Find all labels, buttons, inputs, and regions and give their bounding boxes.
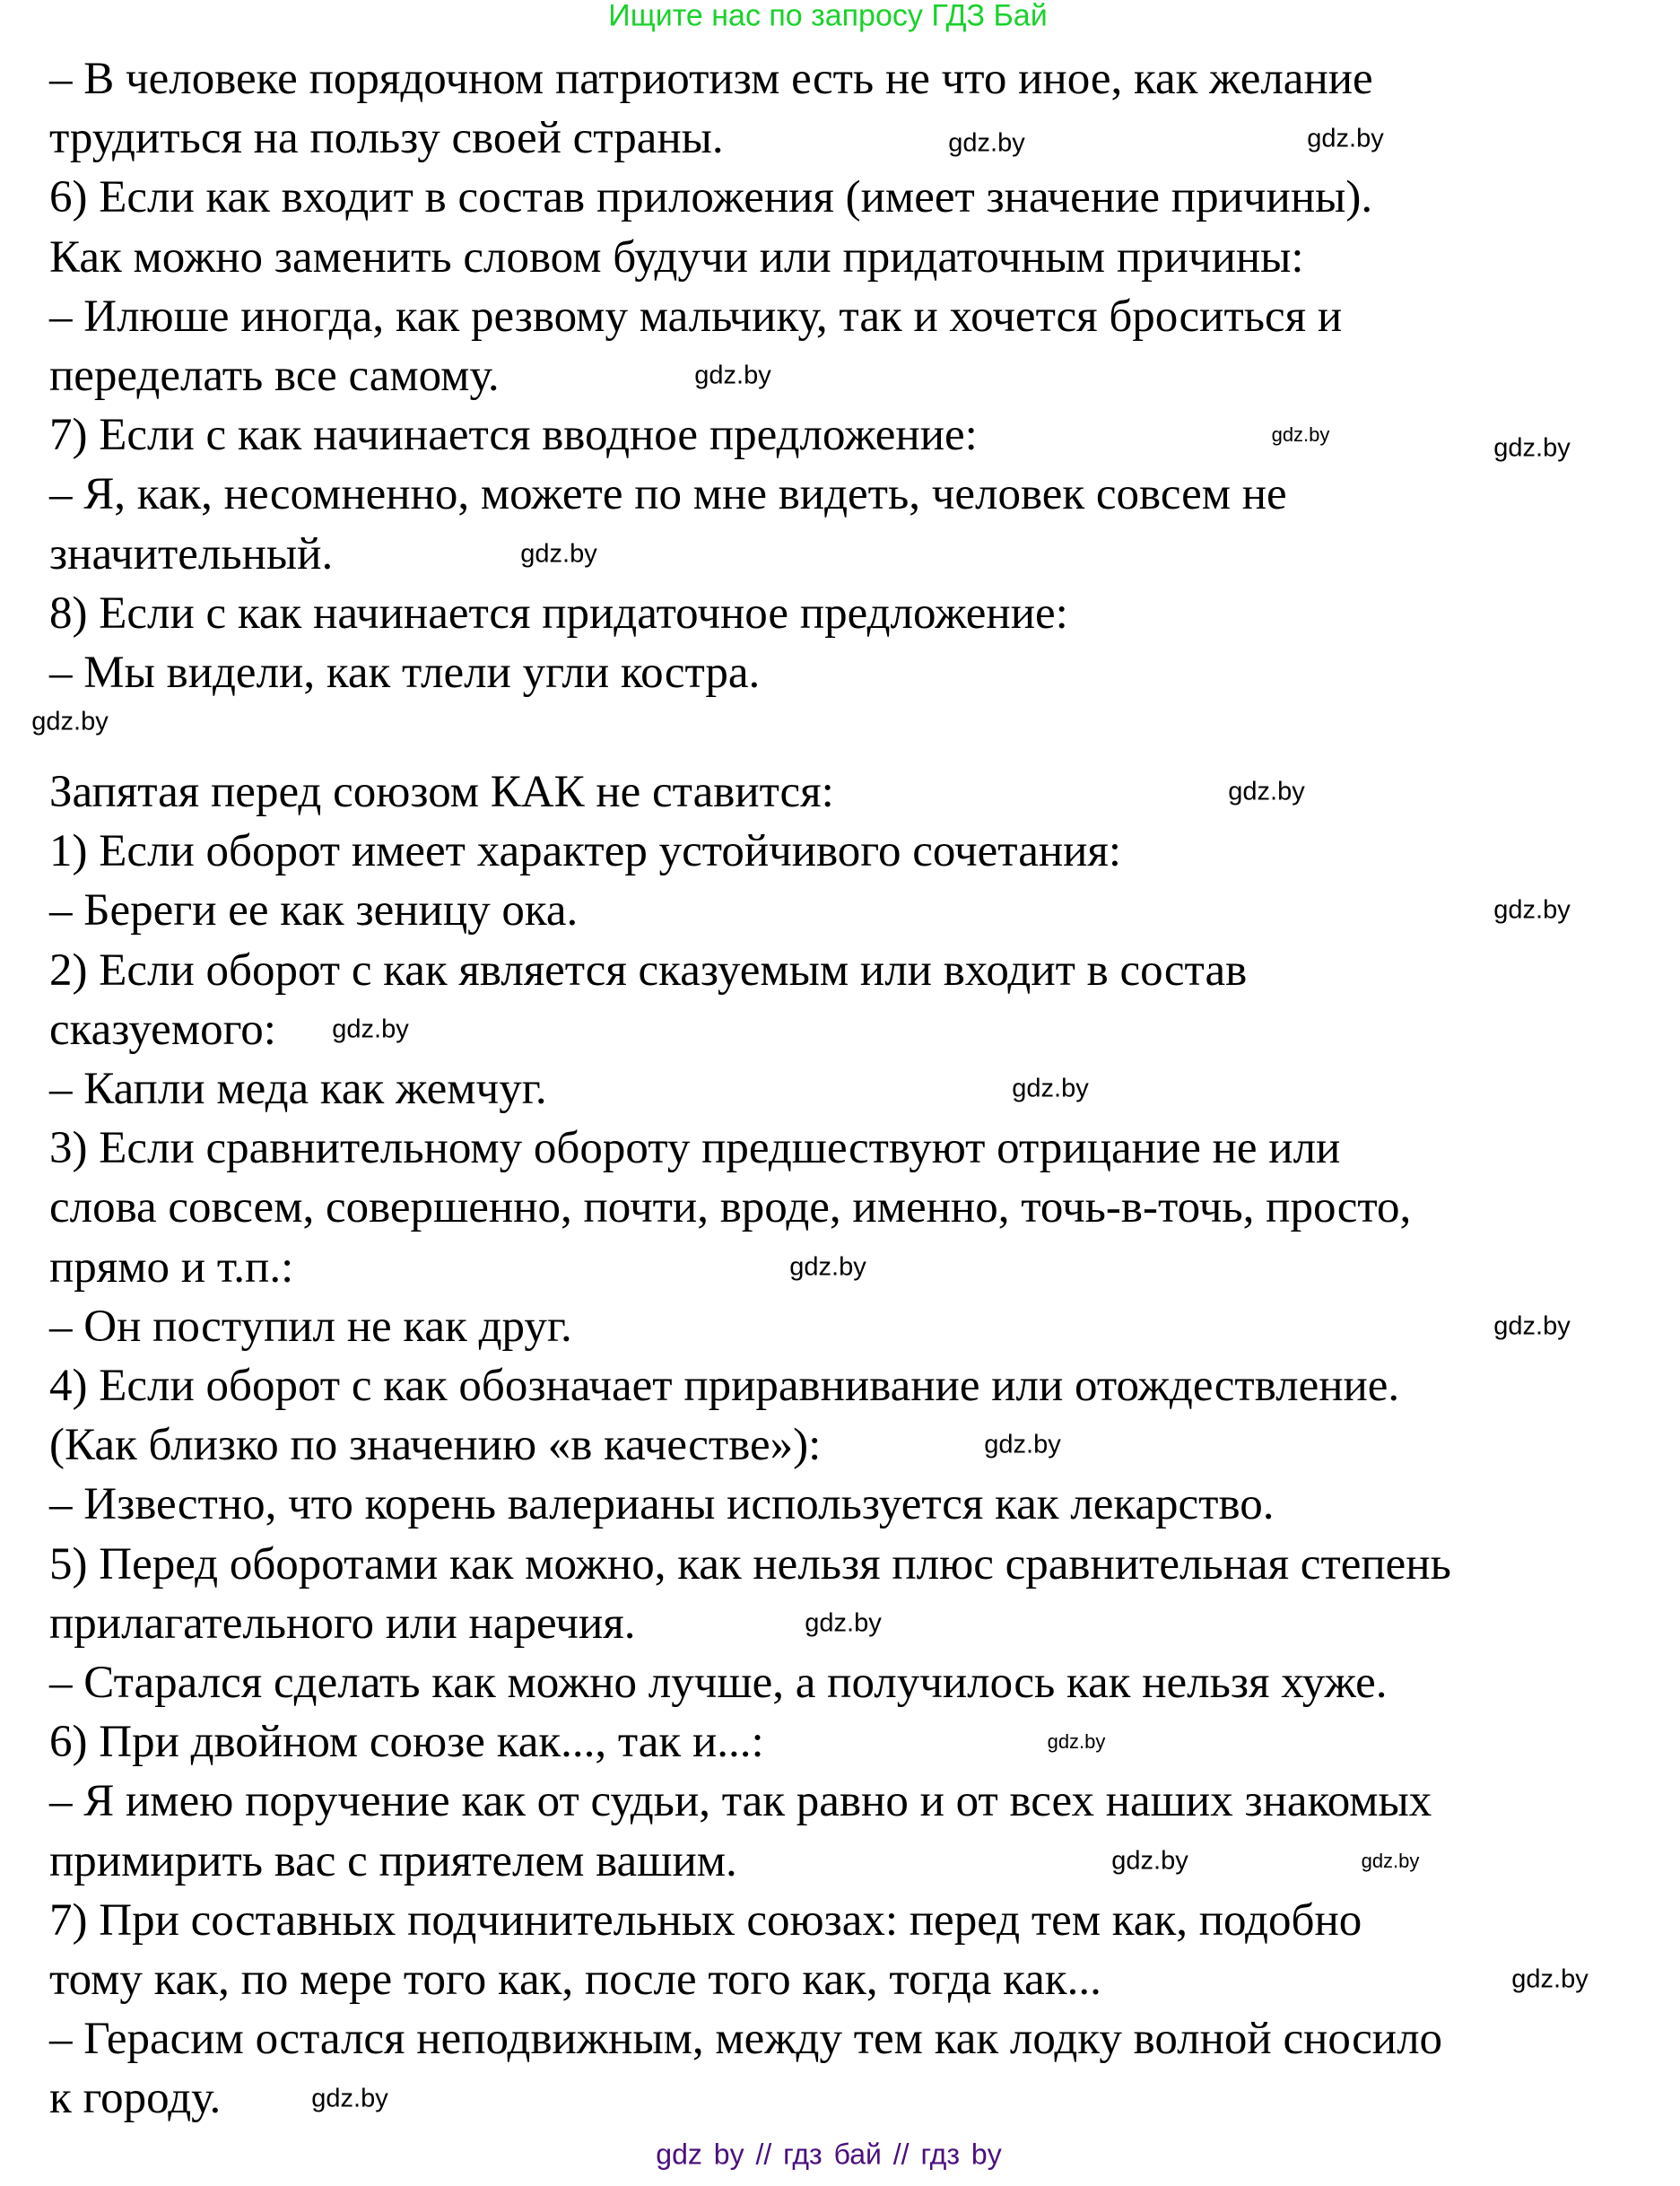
watermark: gdz.by <box>1361 1850 1420 1872</box>
text-line: – Герасим остался неподвижным, между тем как лодку волной сносило <box>49 2014 1443 2065</box>
text-line: переделать все самому. <box>49 351 500 401</box>
text-line: 7) При составных подчинительных союзах: перед тем как, подобно <box>49 1894 1362 1946</box>
text-line: Запятая перед союзом КАК не ставится: <box>49 767 834 817</box>
watermark: gdz.by <box>520 539 597 569</box>
text-line: 8) Если с как начинается придаточное предложение: <box>49 588 1068 639</box>
text-line: – Я, как, несомненно, можете по мне видеть, человек совсем не <box>49 469 1287 520</box>
watermark: gdz.by <box>311 2084 388 2113</box>
text-line: 3) Если сравнительному обороту предшествуют отрицание не или <box>49 1123 1341 1174</box>
text-line: к городу. <box>49 2073 222 2124</box>
watermark: gdz.by <box>948 128 1025 158</box>
watermark: gdz.by <box>694 361 771 390</box>
text-line: Как можно заменить словом будучи или придаточным причины: <box>49 231 1304 283</box>
watermark: gdz.by <box>1111 1846 1188 1876</box>
text-line: – Я имею поручение как от судьи, так равно и от всех наших знакомых <box>49 1776 1432 1827</box>
watermark: gdz.by <box>805 1608 882 1638</box>
watermark: gdz.by <box>332 1015 409 1044</box>
text-line: – Капли меда как жемчуг. <box>49 1064 547 1114</box>
text-line: 1) Если оборот имеет характер устойчивого сочетания: <box>49 826 1122 877</box>
search-hint-header: Ищите нас по запросу ГДЗ Бай <box>608 0 1048 33</box>
watermark: gdz.by <box>1271 423 1330 446</box>
text-line: 7) Если с как начинается вводное предложение: <box>49 410 978 461</box>
text-line: значительный. <box>49 528 334 579</box>
text-line: – Береги ее как зеницу ока. <box>49 885 579 936</box>
watermark: gdz.by <box>984 1430 1061 1459</box>
text-line: слова совсем, совершенно, почти, вроде, именно, точь-в-точь, просто, <box>49 1182 1412 1233</box>
text-line: прилагательного или наречия. <box>49 1598 636 1649</box>
text-line: (Как близко по значению «в качестве»): <box>49 1420 822 1471</box>
text-line: – Илюше иногда, как резвому мальчику, так и хочется броситься и <box>49 291 1343 342</box>
watermark: gdz.by <box>789 1252 866 1282</box>
watermark: gdz.by <box>1493 433 1571 463</box>
watermark: gdz.by <box>1047 1730 1106 1753</box>
text-line: 6) Если как входит в состав приложения (имеет значение причины). <box>49 172 1373 223</box>
watermark: gdz.by <box>1493 1311 1571 1341</box>
watermark: gdz.by <box>1493 895 1571 925</box>
text-line: прямо и т.п.: <box>49 1241 294 1293</box>
text-line: 2) Если оборот с как является сказуемым или входит в состав <box>49 945 1248 996</box>
text-line: 4) Если оборот с как обозначает приравнивание или отождествление. <box>49 1361 1400 1411</box>
text-line: тому как, по мере того как, после того как, тогда как... <box>49 1955 1101 2005</box>
text-line: – В человеке порядочном патриотизм есть не что иное, как желание <box>49 54 1373 104</box>
text-line: сказуемого: <box>49 1004 276 1055</box>
text-line: 5) Перед оборотами как можно, как нельзя плюс сравнительная степень <box>49 1538 1451 1589</box>
text-line: – Известно, что корень валерианы используется как лекарство. <box>49 1479 1275 1530</box>
text-line: – Старался сделать как можно лучше, а получилось как нельзя хуже. <box>49 1658 1388 1708</box>
footer-links: gdz by // гдз бай // гдз by <box>656 2138 1002 2171</box>
watermark: gdz.by <box>1307 124 1384 153</box>
watermark: gdz.by <box>1511 1964 1589 1994</box>
text-line: – Он поступил не как друг. <box>49 1301 572 1352</box>
watermark: gdz.by <box>31 707 109 736</box>
text-line: примирить вас с приятелем вашим. <box>49 1835 737 1886</box>
text-line: 6) При двойном союзе как..., так и...: <box>49 1717 764 1768</box>
watermark: gdz.by <box>1012 1074 1089 1103</box>
text-line: трудиться на пользу своей страны. <box>49 113 724 164</box>
text-line: – Мы видели, как тлели угли костра. <box>49 648 761 698</box>
watermark: gdz.by <box>1228 777 1305 806</box>
